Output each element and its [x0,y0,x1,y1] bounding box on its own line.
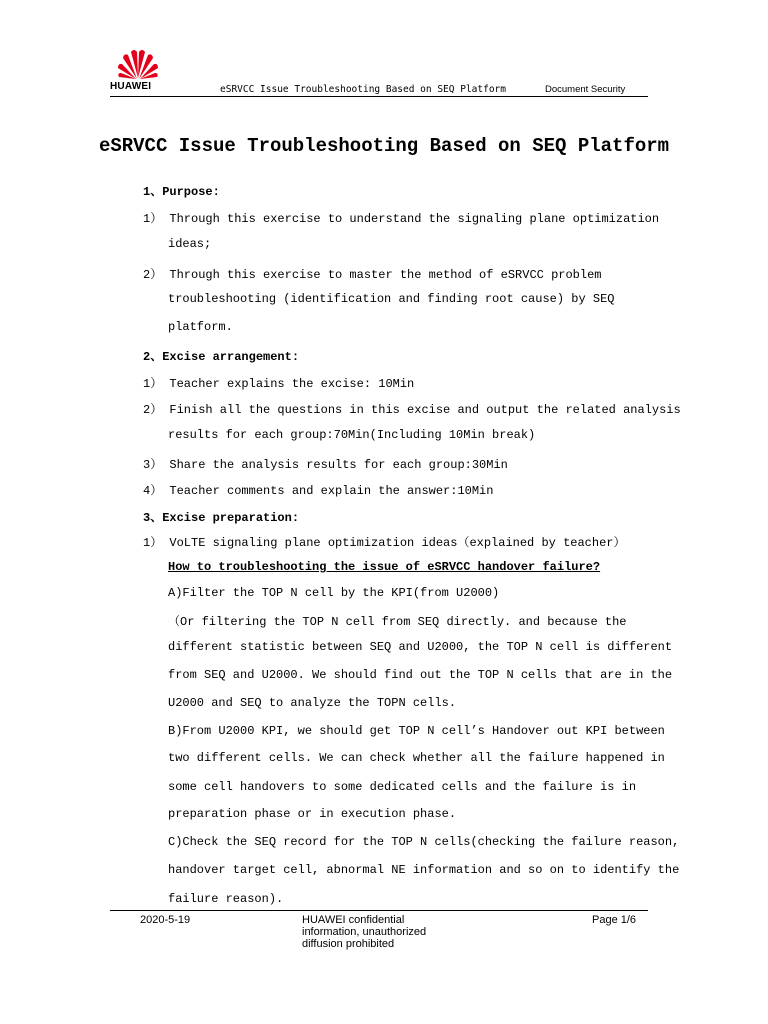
huawei-logo [110,48,164,94]
page-footer [110,910,648,950]
document-title: eSRVCC Issue Troubleshooting Based on SEQ Platform [98,135,670,157]
body-line: from SEQ and U2000. We should find out the TOP N cells that are in the [168,668,673,682]
body-line: How to troubleshooting the issue of eSRVCC handover failure? [168,560,601,574]
body-line: results for each group:70Min(Including 10Min break) [168,428,536,442]
body-line: 1） Teacher explains the excise: 10Min [143,377,415,391]
body-line: A)Filter the TOP N cell by the KPI(from U2000) [168,586,500,600]
footer-confidential-line: diffusion prohibited [302,938,395,950]
body-line: （Or filtering the TOP N cell from SEQ directly. and because the [168,615,627,629]
body-line: U2000 and SEQ to analyze the TOPN cells. [168,696,457,710]
body-line: 1、Purpose: [143,185,220,199]
footer-confidential-line: HUAWEI confidential [302,914,405,926]
huawei-petal-icon [116,48,160,80]
header-title: eSRVCC Issue Troubleshooting Based on SEQ Platform [220,84,506,95]
footer-date: 2020-5-19 [140,914,191,926]
body-line: 3、Excise preparation: [143,511,300,525]
footer-page-number: Page 1/6 [592,914,637,926]
body-line: 2） Through this exercise to master the method of eSRVCC problem [143,268,602,282]
logo-text: HUAWEI [110,81,152,92]
footer-confidential-line: information, unauthorized [302,926,427,938]
body-line: 1） Through this exercise to understand the signaling plane optimization [143,212,660,226]
body-line: B)From U2000 KPI, we should get TOP N cell’s Handover out KPI between [168,724,665,738]
body-line: platform. [168,320,233,334]
body-line: troubleshooting (identification and finding root cause) by SEQ [168,292,615,306]
body-line: 4） Teacher comments and explain the answer:10Min [143,484,494,498]
body-line: preparation phase or in execution phase. [168,807,457,821]
body-line: 2、Excise arrangement: [143,350,300,364]
body-line: ideas; [168,237,212,251]
page-header [110,48,648,97]
body-line: 2） Finish all the questions in this excise and output the related analysis [143,403,681,417]
footer-confidential [302,914,426,950]
body-line: C)Check the SEQ record for the TOP N cells(checking the failure reason, [168,835,680,849]
body-line: failure reason). [168,892,284,906]
body-line: handover target cell, abnormal NE information and so on to identify the [168,863,680,877]
body-line: some cell handovers to some dedicated cells and the failure is in [168,780,637,794]
body-line: two different cells. We can check whether all the failure happened in [168,751,665,765]
header-security-label: Document Security [545,84,626,95]
body-line: different statistic between SEQ and U2000, the TOP N cell is different [168,640,673,654]
body-line: 3） Share the analysis results for each group:30Min [143,458,508,472]
body-line: 1） VoLTE signaling plane optimization ideas（explained by teacher） [143,536,626,550]
